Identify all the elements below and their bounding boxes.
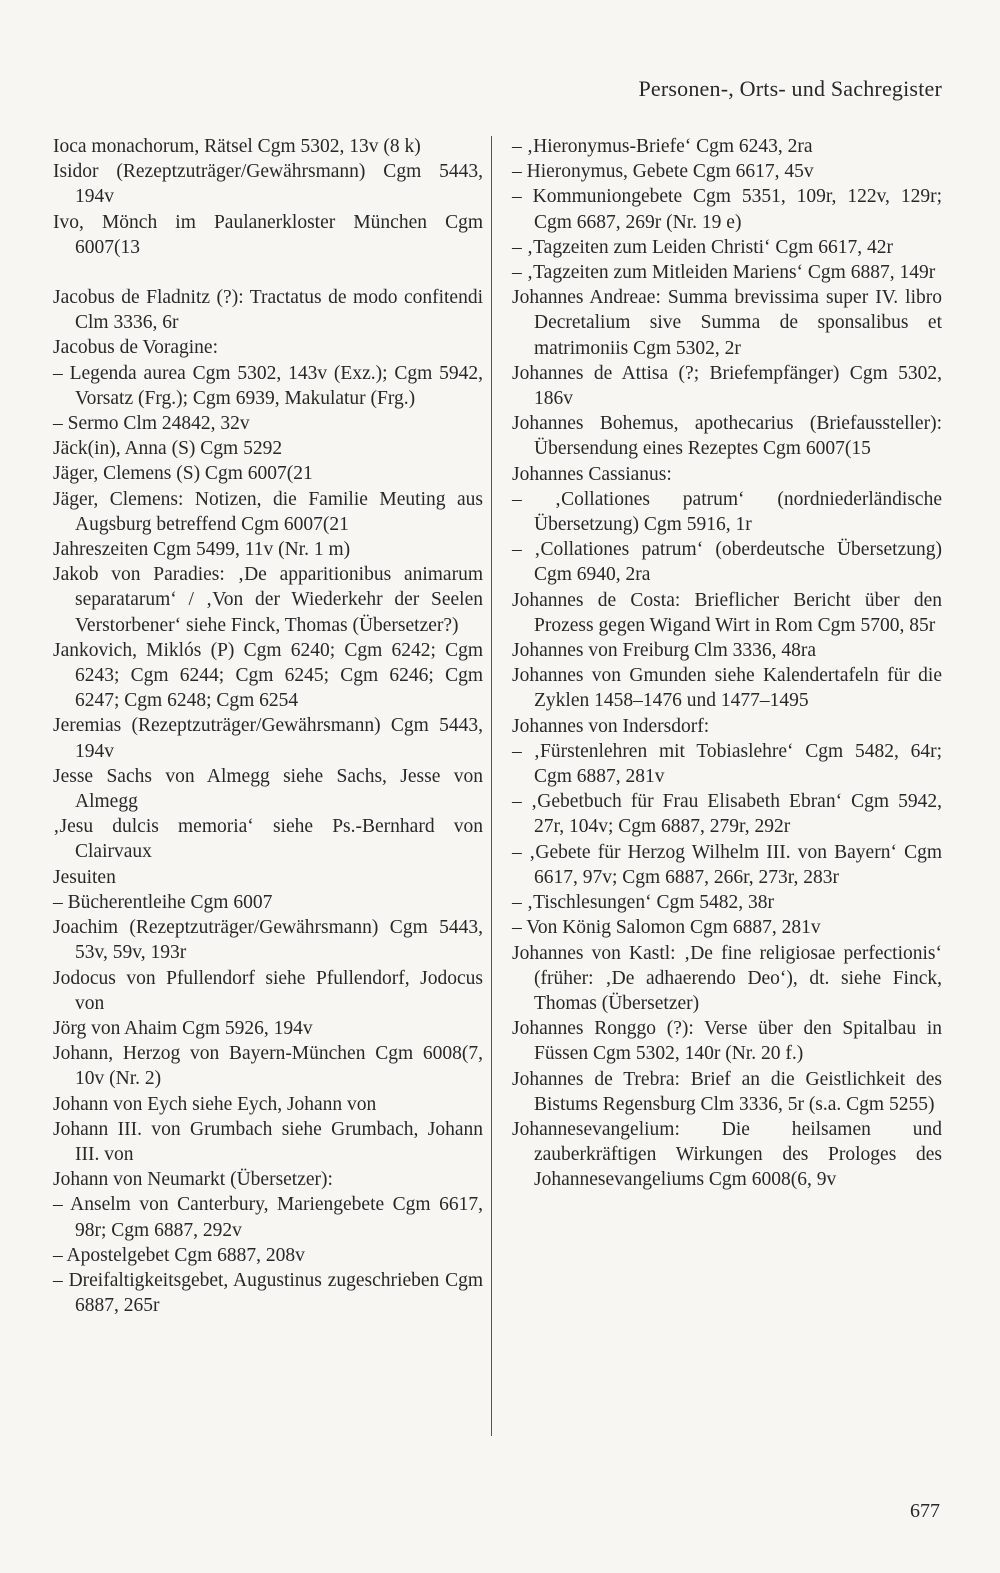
register-entry: Johannes von Gmunden siehe Kalendertafeln für die Zyklen 1458–1476 und 1477–1495	[512, 665, 942, 712]
register-entry: Jäger, Clemens: Notizen, die Familie Meuting aus Augsburg betreffend Cgm 6007(21	[53, 488, 483, 535]
register-entry: Jakob von Paradies: ‚De apparitionibus animarum separatarum‘ / ‚Von der Wiederkehr der Seelen Verstorbener‘ siehe Finck, Thomas (Übersetzer?)	[53, 564, 483, 636]
register-entry: Johannes de Trebra: Brief an die Geistlichkeit des Bistums Regensburg Clm 3336, 5r (s.a. Cgm 5255)	[512, 1068, 942, 1115]
register-entry: Johannes Bohemus, apothecarius (Briefaussteller): Übersendung eines Rezeptes Cgm 6007(15	[512, 413, 942, 460]
register-entry: Johannes Cassianus:	[512, 463, 672, 485]
register-entry: Jesuiten	[53, 866, 116, 888]
running-header: Personen-, Orts- und Sachregister	[638, 76, 942, 101]
register-entry: Jankovich, Miklós (P) Cgm 6240; Cgm 6242; Cgm 6243; Cgm 6244; Cgm 6245; Cgm 6246; Cgm 6247; Cgm 6248; Cgm 6254	[53, 639, 483, 712]
register-entry: Jesse Sachs von Almegg siehe Sachs, Jesse von Almegg	[53, 765, 483, 813]
register-entry: Johannes von Kastl: ‚De fine religiosae perfectionis‘ (früher: ‚De adhaerendo Deo‘), dt. siehe Finck, Thomas (Übersetzer)	[512, 942, 942, 1014]
register-entry: – ‚Gebetbuch für Frau Elisabeth Ebran‘ Cgm 5942, 27r, 104v; Cgm 6887, 279r, 292r	[512, 791, 942, 838]
register-entry: Joachim (Rezeptzuträger/Gewährsmann) Cgm 5443, 53v, 59v, 193r	[53, 917, 483, 964]
register-entry: Jodocus von Pfullendorf siehe Pfullendorf, Jodocus von	[53, 967, 483, 1014]
register-entry: – ‚Fürstenlehren mit Tobiaslehre‘ Cgm 5482, 64r; Cgm 6887, 281v	[512, 740, 942, 788]
register-entry: – Dreifaltigkeitsgebet, Augustinus zugeschrieben Cgm 6887, 265r	[53, 1269, 483, 1317]
register-entry: Johannes Andreae: Summa brevissima super IV. libro Decretalium sive Summa de sponsalibus et matrimoniis Cgm 5302, 2r	[512, 287, 942, 359]
register-entry: – Hieronymus, Gebete Cgm 6617, 45v	[512, 161, 814, 183]
register-entry: Johannes de Attisa (?; Briefempfänger) Cgm 5302, 186v	[512, 362, 942, 410]
register-entry: Johann III. von Grumbach siehe Grumbach, Johann III. von	[53, 1118, 483, 1165]
register-entry: – ‚Hieronymus-Briefe‘ Cgm 6243, 2ra	[512, 136, 813, 157]
register-entry: – ‚Tischlesungen‘ Cgm 5482, 38r	[512, 892, 774, 914]
register-entry: – Legenda aurea Cgm 5302, 143v (Exz.); Cgm 5942, Vorsatz (Frg.); Cgm 6939, Makulatur (Frg.)	[53, 362, 483, 409]
register-entry: Johann von Eych siehe Eych, Johann von	[53, 1093, 377, 1115]
register-entry: Isidor (Rezeptzuträger/Gewährsmann) Cgm 5443, 194v	[53, 161, 483, 208]
register-entry: – Kommuniongebete Cgm 5351, 109r, 122v, 129r; Cgm 6687, 269r (Nr. 19 e)	[512, 186, 942, 233]
register-column-left	[53, 134, 483, 1318]
register-entry: Johannes von Freiburg Clm 3336, 48ra	[512, 640, 817, 662]
register-entry: Johannes de Costa: Brieflicher Bericht über den Prozess gegen Wigand Wirt in Rom Cgm 5700, 85r	[512, 589, 942, 636]
register-entry: Ivo, Mönch im Paulanerkloster München Cgm 6007(13	[53, 211, 483, 258]
register-entry: Johannesevangelium: Die heilsamen und zauberkräftigen Wirkungen des Prologes des Johannesevangeliums Cgm 6008(6, 9v	[512, 1118, 942, 1191]
register-column-right	[512, 134, 942, 1193]
register-entry: Jäger, Clemens (S) Cgm 6007(21	[53, 463, 313, 485]
column-divider	[491, 136, 492, 1436]
register-entry: – ‚Gebete für Herzog Wilhelm III. von Bayern‘ Cgm 6617, 97v; Cgm 6887, 266r, 273r, 283r	[512, 841, 942, 888]
register-entry: Jacobus de Voragine:	[53, 337, 218, 359]
register-entry: Jeremias (Rezeptzuträger/Gewährsmann) Cgm 5443, 194v	[53, 715, 483, 762]
register-entry: Ioca monachorum, Rätsel Cgm 5302, 13v (8 k)	[53, 136, 421, 157]
register-entry: – Apostelgebet Cgm 6887, 208v	[53, 1244, 305, 1266]
register-entry: – Sermo Clm 24842, 32v	[53, 413, 250, 435]
register-entry: – ‚Collationes patrum‘ (nordniederländische Übersetzung) Cgm 5916, 1r	[512, 488, 942, 536]
register-entry: – Von König Salomon Cgm 6887, 281v	[512, 917, 821, 939]
register-entry: – ‚Tagzeiten zum Leiden Christi‘ Cgm 6617, 42r	[512, 236, 893, 258]
page-number: 677	[910, 1500, 940, 1522]
register-entry: ‚Jesu dulcis memoria‘ siehe Ps.-Bernhard von Clairvaux	[53, 816, 483, 863]
register-entry: Jacobus de Fladnitz (?): Tractatus de modo confitendi Clm 3336, 6r	[53, 287, 483, 334]
register-entry: Jahreszeiten Cgm 5499, 11v (Nr. 1 m)	[53, 539, 351, 561]
register-entry: Johannes von Indersdorf:	[512, 715, 710, 737]
register-entry: Jäck(in), Anna (S) Cgm 5292	[53, 438, 283, 460]
register-entry: Johann von Neumarkt (Übersetzer):	[53, 1169, 333, 1191]
register-entry: – ‚Collationes patrum‘ (oberdeutsche Übersetzung) Cgm 6940, 2ra	[512, 539, 942, 586]
register-entry: – ‚Tagzeiten zum Mitleiden Mariens‘ Cgm 6887, 149r	[512, 262, 936, 284]
register-entry: – Anselm von Canterbury, Mariengebete Cgm 6617, 98r; Cgm 6887, 292v	[53, 1194, 483, 1241]
register-entry: – Bücherentleihe Cgm 6007	[53, 891, 273, 913]
register-entry: Jörg von Ahaim Cgm 5926, 194v	[53, 1017, 313, 1039]
register-entry: Johannes Ronggo (?): Verse über den Spitalbau in Füssen Cgm 5302, 140r (Nr. 20 f.)	[512, 1018, 942, 1065]
register-entry: Johann, Herzog von Bayern-München Cgm 6008(7, 10v (Nr. 2)	[53, 1043, 483, 1090]
